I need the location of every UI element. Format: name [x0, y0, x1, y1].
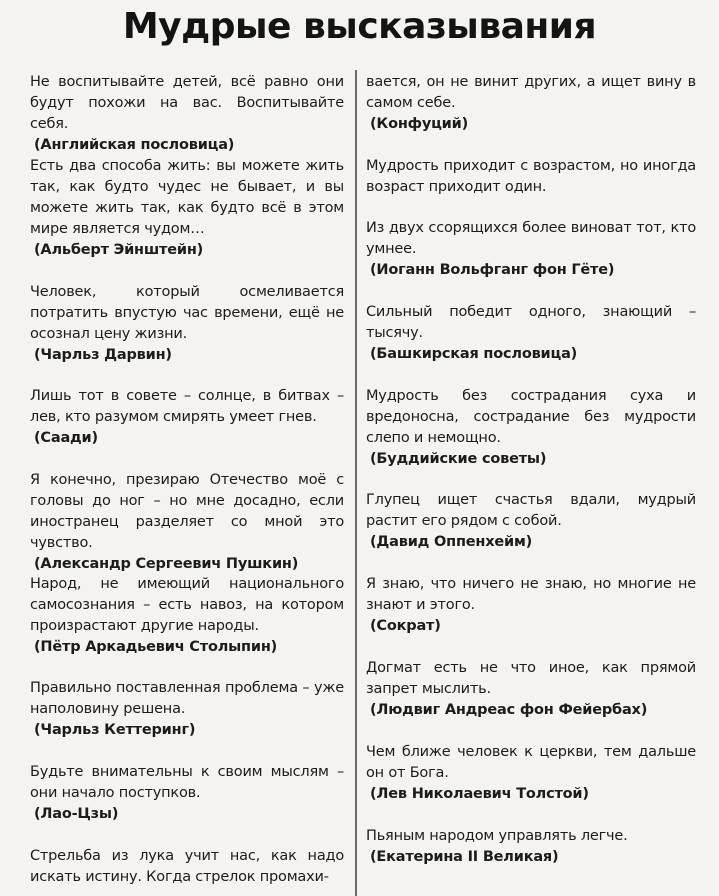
quote-author: (Чарльз Дарвин) — [34, 347, 172, 363]
quote-item — [366, 72, 696, 135]
quote-text: Народ, не имеющий национального самосознания – есть навоз, на котором произрастают другие народы. — [30, 576, 344, 634]
quote-author: (Альберт Эйнштейн) — [34, 242, 204, 258]
quote-text: Мудрость приходит с возрастом, но иногда возраст приходит один. — [366, 158, 696, 195]
quote-text: Правильно поставленная проблема – уже наполовину решена. — [30, 680, 344, 717]
quote-text: Не воспитывайте детей, всё равно они будут похожи на вас. Воспитывайте себя. — [30, 74, 344, 132]
quote-author: (Давид Оппенхейм) — [370, 534, 533, 550]
quote-text: Есть два способа жить: вы можете жить так, как будто чудес не бывает, и вы можете жить так, как будто всё в этом мире является чудом… — [30, 158, 344, 237]
quote-author: (Башкирская пословица) — [370, 346, 578, 362]
left-column — [30, 70, 344, 896]
quote-text: Из двух ссорящихся более виноват тот, кто умнее. — [366, 220, 696, 257]
quote-item — [366, 156, 696, 198]
quote-item — [30, 470, 344, 575]
quote-author: (Конфуций) — [370, 116, 468, 132]
quote-author: (Сократ) — [370, 618, 441, 634]
quote-item — [30, 282, 344, 366]
quote-author: (Александр Сергеевич Пушкин) — [34, 556, 299, 572]
quote-item — [366, 386, 696, 470]
quote-item — [30, 156, 344, 261]
quote-item — [366, 658, 696, 721]
quote-author: (Лао-Цзы) — [34, 806, 119, 822]
quote-author: (Чарльз Кеттеринг) — [34, 722, 196, 738]
quote-item — [30, 846, 344, 888]
quote-text: Лишь тот в совете – солнце, в битвах – лев, кто разумом смирять умеет гнев. — [30, 388, 344, 425]
quote-text: Я конечно, презираю Отечество моё с головы до ног – но мне досадно, если иностранец разделяет со мной это чувство. — [30, 472, 344, 551]
quote-author: (Лев Николаевич Толстой) — [370, 786, 589, 802]
quote-item — [30, 72, 344, 156]
quote-text: Глупец ищет счастья вдали, мудрый растит его рядом с собой. — [366, 492, 696, 529]
quote-author: (Екатерина II Великая) — [370, 849, 559, 865]
quote-text: Мудрость без сострадания суха и вредоносна, сострадание без мудрости слепо и немощно. — [366, 388, 696, 446]
quote-author: (Саади) — [34, 430, 98, 446]
right-column — [366, 70, 696, 896]
quote-author: (Иоганн Вольфганг фон Гёте) — [370, 262, 615, 278]
column-divider — [355, 70, 357, 896]
quote-author: (Людвиг Андреас фон Фейербах) — [370, 702, 648, 718]
quote-text: Человек, который осмеливается потратить впустую час времени, ещё не осознал цену жизни. — [30, 284, 344, 342]
quote-item — [366, 218, 696, 281]
quote-item — [30, 386, 344, 449]
quote-text: Я знаю, что ничего не знаю, но многие не знают и этого. — [366, 576, 696, 613]
quote-text: Чем ближе человек к церкви, тем дальше он от Бога. — [366, 744, 696, 781]
quote-author: (Буддийские советы) — [370, 451, 547, 467]
quote-text: вается, он не винит других, а ищет вину в самом себе. — [366, 74, 696, 111]
quote-author: (Английская пословица) — [34, 137, 235, 153]
quote-item — [366, 302, 696, 365]
quote-text: Пьяным народом управлять легче. — [366, 828, 628, 844]
quote-item — [30, 574, 344, 658]
quote-item — [30, 678, 344, 741]
page-title: Мудрые высказывания — [122, 6, 597, 47]
quote-text: Будьте внимательны к своим мыслям – они начало поступков. — [30, 764, 344, 801]
quote-text: Стрельба из лука учит нас, как надо искать истину. Когда стрелок промахи- — [30, 848, 344, 885]
quote-item — [30, 762, 344, 825]
quote-item — [366, 742, 696, 805]
quote-item — [366, 490, 696, 553]
quote-author: (Пётр Аркадьевич Столыпин) — [34, 639, 278, 655]
quote-item — [366, 826, 696, 868]
quote-text: Догмат есть не что иное, как прямой запрет мыслить. — [366, 660, 696, 697]
quote-item — [366, 574, 696, 637]
quote-text: Сильный победит одного, знающий – тысячу. — [366, 304, 696, 341]
